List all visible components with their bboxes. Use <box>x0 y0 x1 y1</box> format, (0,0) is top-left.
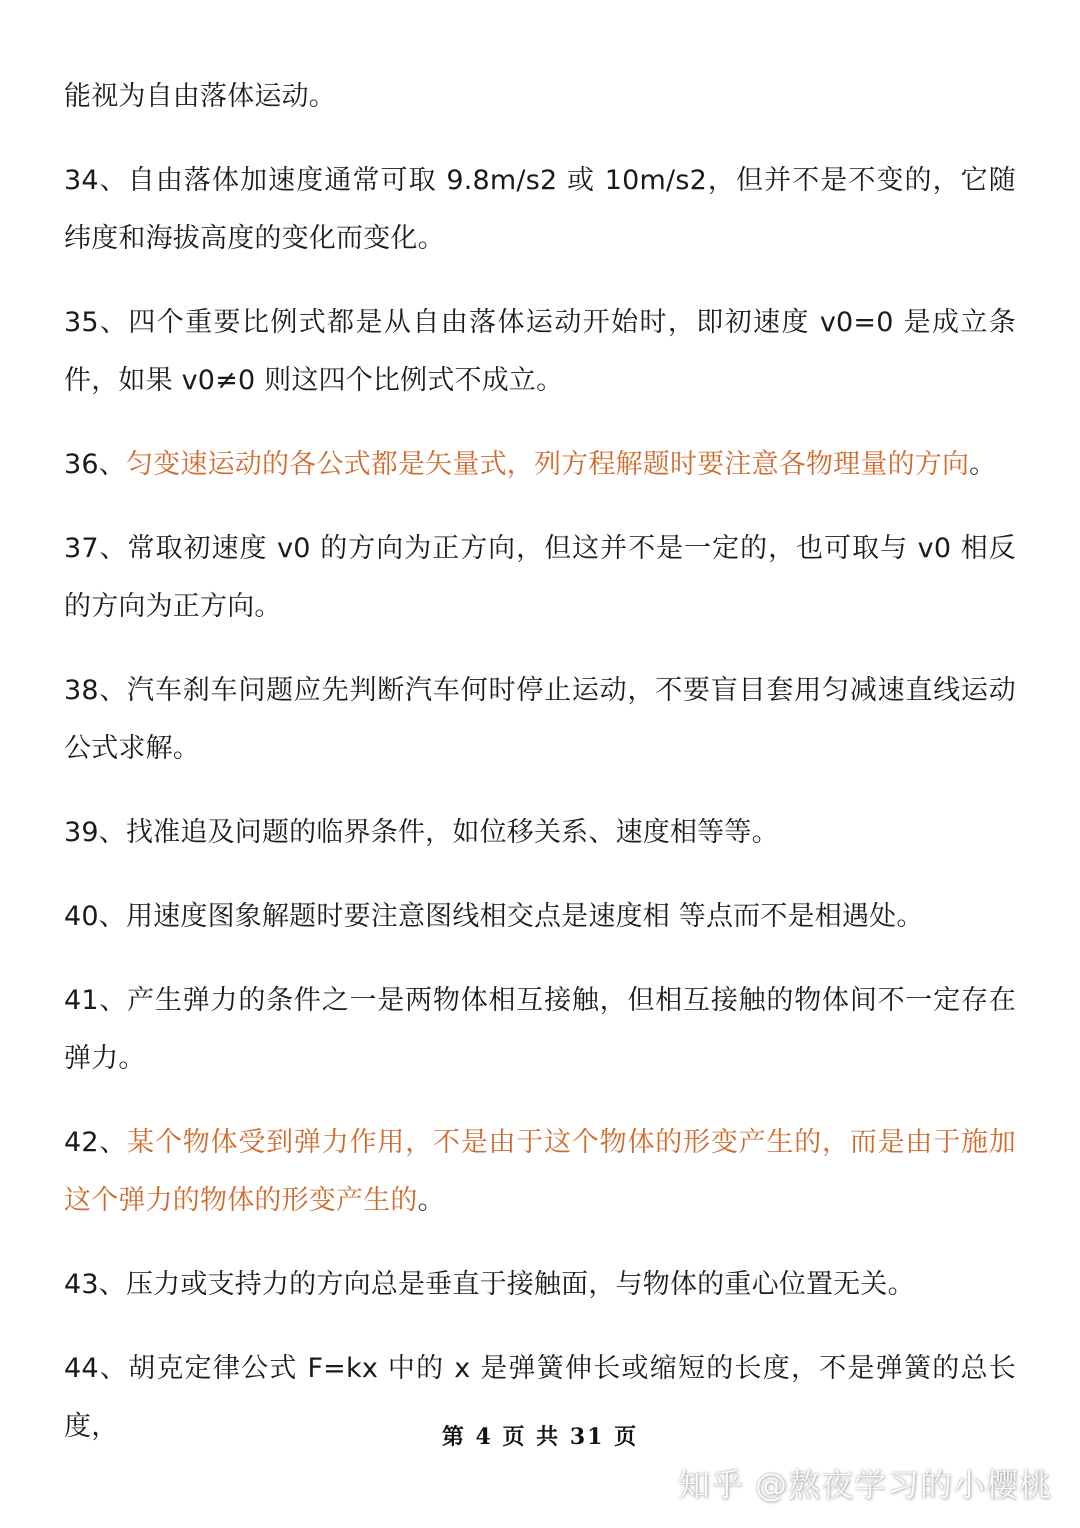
paragraph-36 <box>64 436 1016 494</box>
paragraph-text: 用速度图象解题时要注意图线相交点是速度相 等点而不是相遇处。 <box>125 901 924 932</box>
paragraph-number: 44、 <box>64 1353 129 1384</box>
paragraph-number: 39、 <box>64 817 126 848</box>
paragraph-tail: 。 <box>969 449 997 480</box>
paragraph-number: 38、 <box>64 675 128 706</box>
paragraph-text: 四个重要比例式都是从自由落体运动开始时，即初速度 v0=0 是成立条件，如果 v0≠0 则这四个比例式不成立。 <box>64 307 1016 396</box>
highlighted-text: 某个物体受到弹力作用，不是由于这个物体的形变产生的，而是由于施加这个弹力的物体的形变产生的 <box>64 1127 1016 1216</box>
paragraph-text: 压力或支持力的方向总是垂直于接触面，与物体的重心位置无关。 <box>125 1269 915 1300</box>
paragraph-text: 能视为自由落体运动。 <box>64 81 336 112</box>
paragraph-text: 自由落体加速度通常可取 9.8m/s2 或 10m/s2，但并不是不变的，它随纬度和海拔高度的变化而变化。 <box>64 165 1016 254</box>
paragraph-number: 35、 <box>64 307 129 338</box>
paragraph-tail: 。 <box>417 1185 445 1216</box>
paragraph-number: 36、 <box>64 449 126 480</box>
paragraph-43 <box>64 1256 1016 1314</box>
paragraph-34 <box>64 152 1016 268</box>
paragraph-text: 产生弹力的条件之一是两物体相互接触，但相互接触的物体间不一定存在弹力。 <box>64 985 1016 1074</box>
paragraph-number: 40、 <box>64 901 126 932</box>
watermark: 知乎 @熬夜学习的小樱桃 <box>677 1466 1052 1504</box>
paragraph-text: 常取初速度 v0 的方向为正方向，但这并不是一定的，也可取与 v0 相反的方向为正方向。 <box>64 533 1016 622</box>
document-body <box>64 68 1016 1482</box>
paragraph-number: 41、 <box>64 985 128 1016</box>
paragraph-number: 34、 <box>64 165 128 196</box>
paragraph-40 <box>64 888 1016 946</box>
paragraph-35 <box>64 294 1016 410</box>
paragraph-text: 胡克定律公式 F=kx 中的 x 是弹簧伸长或缩短的长度，不是弹簧的总长度， <box>64 1353 1016 1442</box>
paragraph-number: 43、 <box>64 1269 126 1300</box>
paragraph-42 <box>64 1114 1016 1230</box>
paragraph-number: 42、 <box>64 1127 128 1158</box>
highlighted-text: 匀变速运动的各公式都是矢量式，列方程解题时要注意各物理量的方向 <box>125 449 970 480</box>
paragraph-41 <box>64 972 1016 1088</box>
paragraph-37 <box>64 520 1016 636</box>
paragraph-38 <box>64 662 1016 778</box>
paragraph-continuation <box>64 68 1016 126</box>
paragraph-text: 找准追及问题的临界条件，如位移关系、速度相等等。 <box>125 817 779 848</box>
paragraph-39 <box>64 804 1016 862</box>
paragraph-number: 37、 <box>64 533 128 564</box>
page-number-footer: 第 4 页 共 31 页 <box>441 1424 639 1450</box>
paragraph-text: 汽车刹车问题应先判断汽车何时停止运动，不要盲目套用匀减速直线运动公式求解。 <box>64 675 1016 764</box>
